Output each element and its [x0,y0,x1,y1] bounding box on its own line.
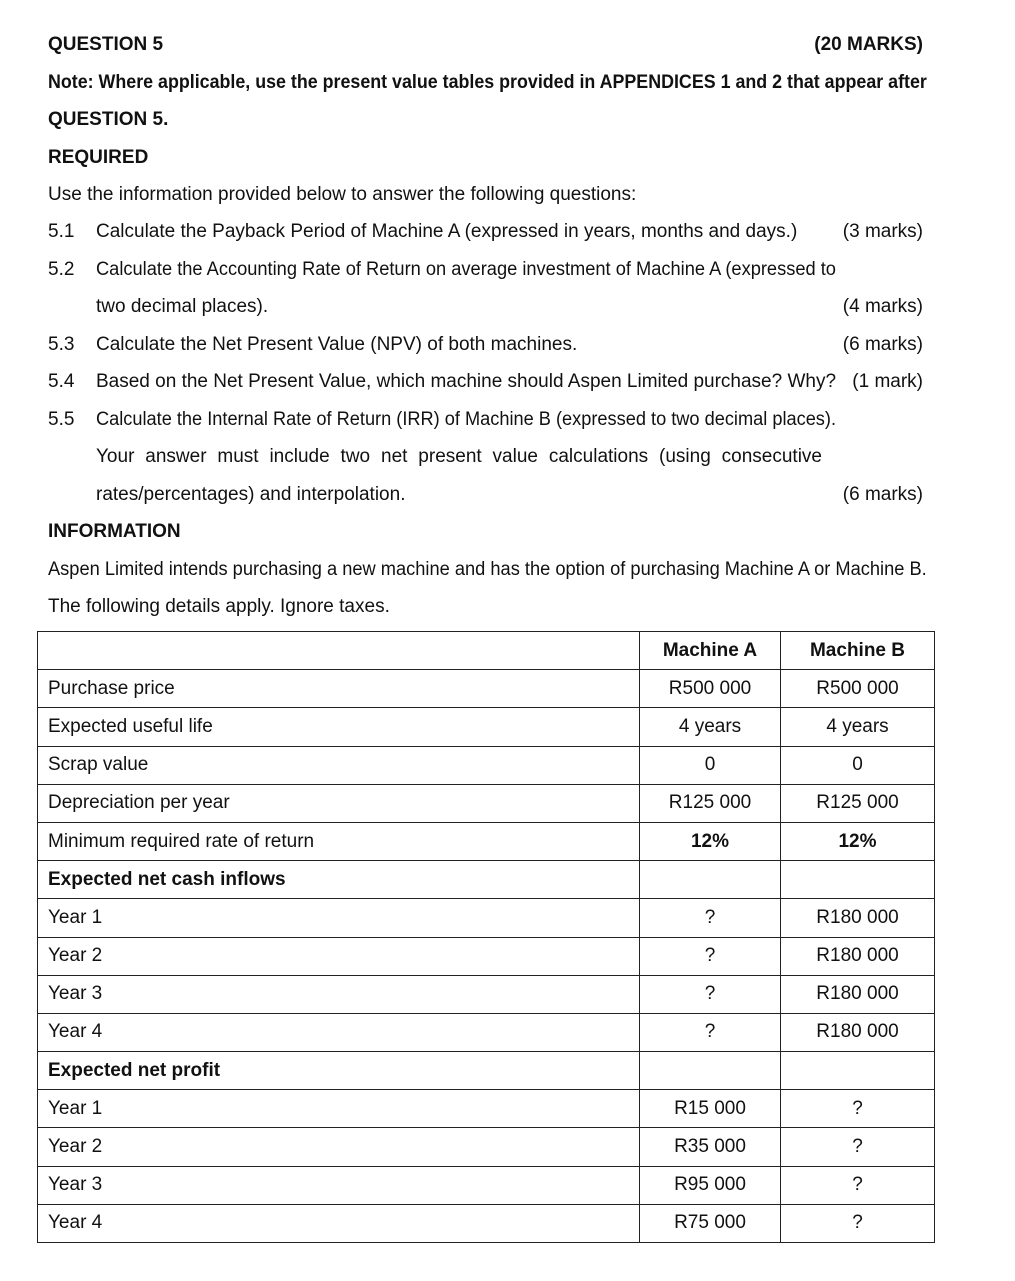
machine-b-value: R180 000 [781,899,935,937]
question-marks: (1 mark) [852,371,923,392]
table-row [38,784,935,822]
row-label: Minimum required rate of return [38,822,640,860]
question-number: 5.3 [48,334,75,355]
table-row [38,975,935,1013]
information-line-1: Aspen Limited intends purchasing a new machine and has the option of purchasing Machine A or Machine B. [48,559,927,580]
note-line-2: QUESTION 5. [48,109,169,130]
question-5-4 [0,370,1015,394]
machine-a-value: ? [640,937,781,975]
row-label: Year 4 [38,1013,640,1051]
question-text: Calculate the Payback Period of Machine A (expressed in years, months and days.) [96,221,798,242]
machine-a-value: 0 [640,746,781,784]
row-label: Scrap value [38,746,640,784]
question-5-5-cont-1 [0,445,1015,469]
section-label: Expected net profit [38,1052,640,1090]
table-row [38,899,935,937]
table-row [38,1128,935,1166]
machine-b-value: ? [781,1128,935,1166]
question-number: 5.4 [48,371,75,392]
machine-b-value: 12% [781,822,935,860]
table-row [38,746,935,784]
machine-a-value: R35 000 [640,1128,781,1166]
machine-b-value: ? [781,1166,935,1204]
question-text-continued: rates/percentages) and interpolation. [96,484,406,505]
machine-b-value: R180 000 [781,1013,935,1051]
question-5-3 [0,333,1015,357]
machine-b-value: 4 years [781,708,935,746]
machine-b-value [781,1052,935,1090]
question-5-2-cont [0,295,1015,319]
machine-a-value: R125 000 [640,784,781,822]
machine-a-value: ? [640,899,781,937]
machine-a-value: 4 years [640,708,781,746]
row-label: Year 4 [38,1204,640,1242]
question-title: QUESTION 5 [48,34,164,55]
row-label: Year 1 [38,899,640,937]
question-text-continued: Your answer must include two net present value calculations (using consecutive [96,446,822,467]
machine-b-value: R180 000 [781,975,935,1013]
table-row [38,822,935,860]
row-label: Year 3 [38,975,640,1013]
machine-a-value: ? [640,1013,781,1051]
table-section-row [38,1052,935,1090]
machine-a-value [640,1052,781,1090]
machine-b-value: R500 000 [781,670,935,708]
row-label: Expected useful life [38,708,640,746]
section-label: Expected net cash inflows [38,861,640,899]
question-number: 5.1 [48,221,75,242]
question-number: 5.2 [48,259,75,280]
table-section-row [38,861,935,899]
question-5-2 [0,258,1015,282]
question-5-1 [0,220,1015,244]
machine-b-value: ? [781,1090,935,1128]
machine-a-value: R500 000 [640,670,781,708]
row-label: Year 2 [38,1128,640,1166]
machine-b-value [781,861,935,899]
question-text: Calculate the Net Present Value (NPV) of both machines. [96,334,578,355]
machine-b-value: R180 000 [781,937,935,975]
row-label: Depreciation per year [38,784,640,822]
machine-a-value [640,861,781,899]
table-row [38,1204,935,1242]
information-heading: INFORMATION [48,521,181,542]
note-line-1: Note: Where applicable, use the present value tables provided in APPENDICES 1 and 2 that appear after [48,72,927,93]
table-header-blank [38,632,640,670]
question-marks: (3 marks) [842,221,923,242]
question-text: Based on the Net Present Value, which machine should Aspen Limited purchase? Why? [96,371,837,392]
information-line-2: The following details apply. Ignore taxes. [48,596,390,617]
machine-details-table [37,631,935,1243]
question-marks: (6 marks) [842,334,923,355]
table-header-machine-a: Machine A [640,632,781,670]
machine-b-value: R125 000 [781,784,935,822]
row-label: Year 2 [38,937,640,975]
row-label: Purchase price [38,670,640,708]
question-marks: (20 MARKS) [814,34,923,55]
row-label: Year 3 [38,1166,640,1204]
question-title-row [48,33,923,57]
question-5-5 [0,408,1015,432]
table-row [38,1013,935,1051]
required-heading: REQUIRED [48,147,149,168]
machine-a-value: 12% [640,822,781,860]
question-marks: (4 marks) [842,296,923,317]
table-row [38,670,935,708]
table-header-machine-b: Machine B [781,632,935,670]
machine-a-value: R75 000 [640,1204,781,1242]
question-text: Calculate the Internal Rate of Return (IRR) of Machine B (expressed to two decimal places). [96,409,837,430]
machine-a-value: ? [640,975,781,1013]
question-text-continued: two decimal places). [96,296,269,317]
question-number: 5.5 [48,409,75,430]
table-row [38,937,935,975]
intro-text: Use the information provided below to answer the following questions: [48,184,637,205]
row-label: Year 1 [38,1090,640,1128]
machine-a-value: R95 000 [640,1166,781,1204]
machine-a-value: R15 000 [640,1090,781,1128]
question-text: Calculate the Accounting Rate of Return on average investment of Machine A (expressed to [96,259,836,280]
question-5-5-cont-2 [0,483,1015,507]
table-header-row [38,632,935,670]
question-marks: (6 marks) [842,484,923,505]
table-row [38,1166,935,1204]
table-row [38,708,935,746]
machine-b-value: 0 [781,746,935,784]
table-row [38,1090,935,1128]
machine-b-value: ? [781,1204,935,1242]
